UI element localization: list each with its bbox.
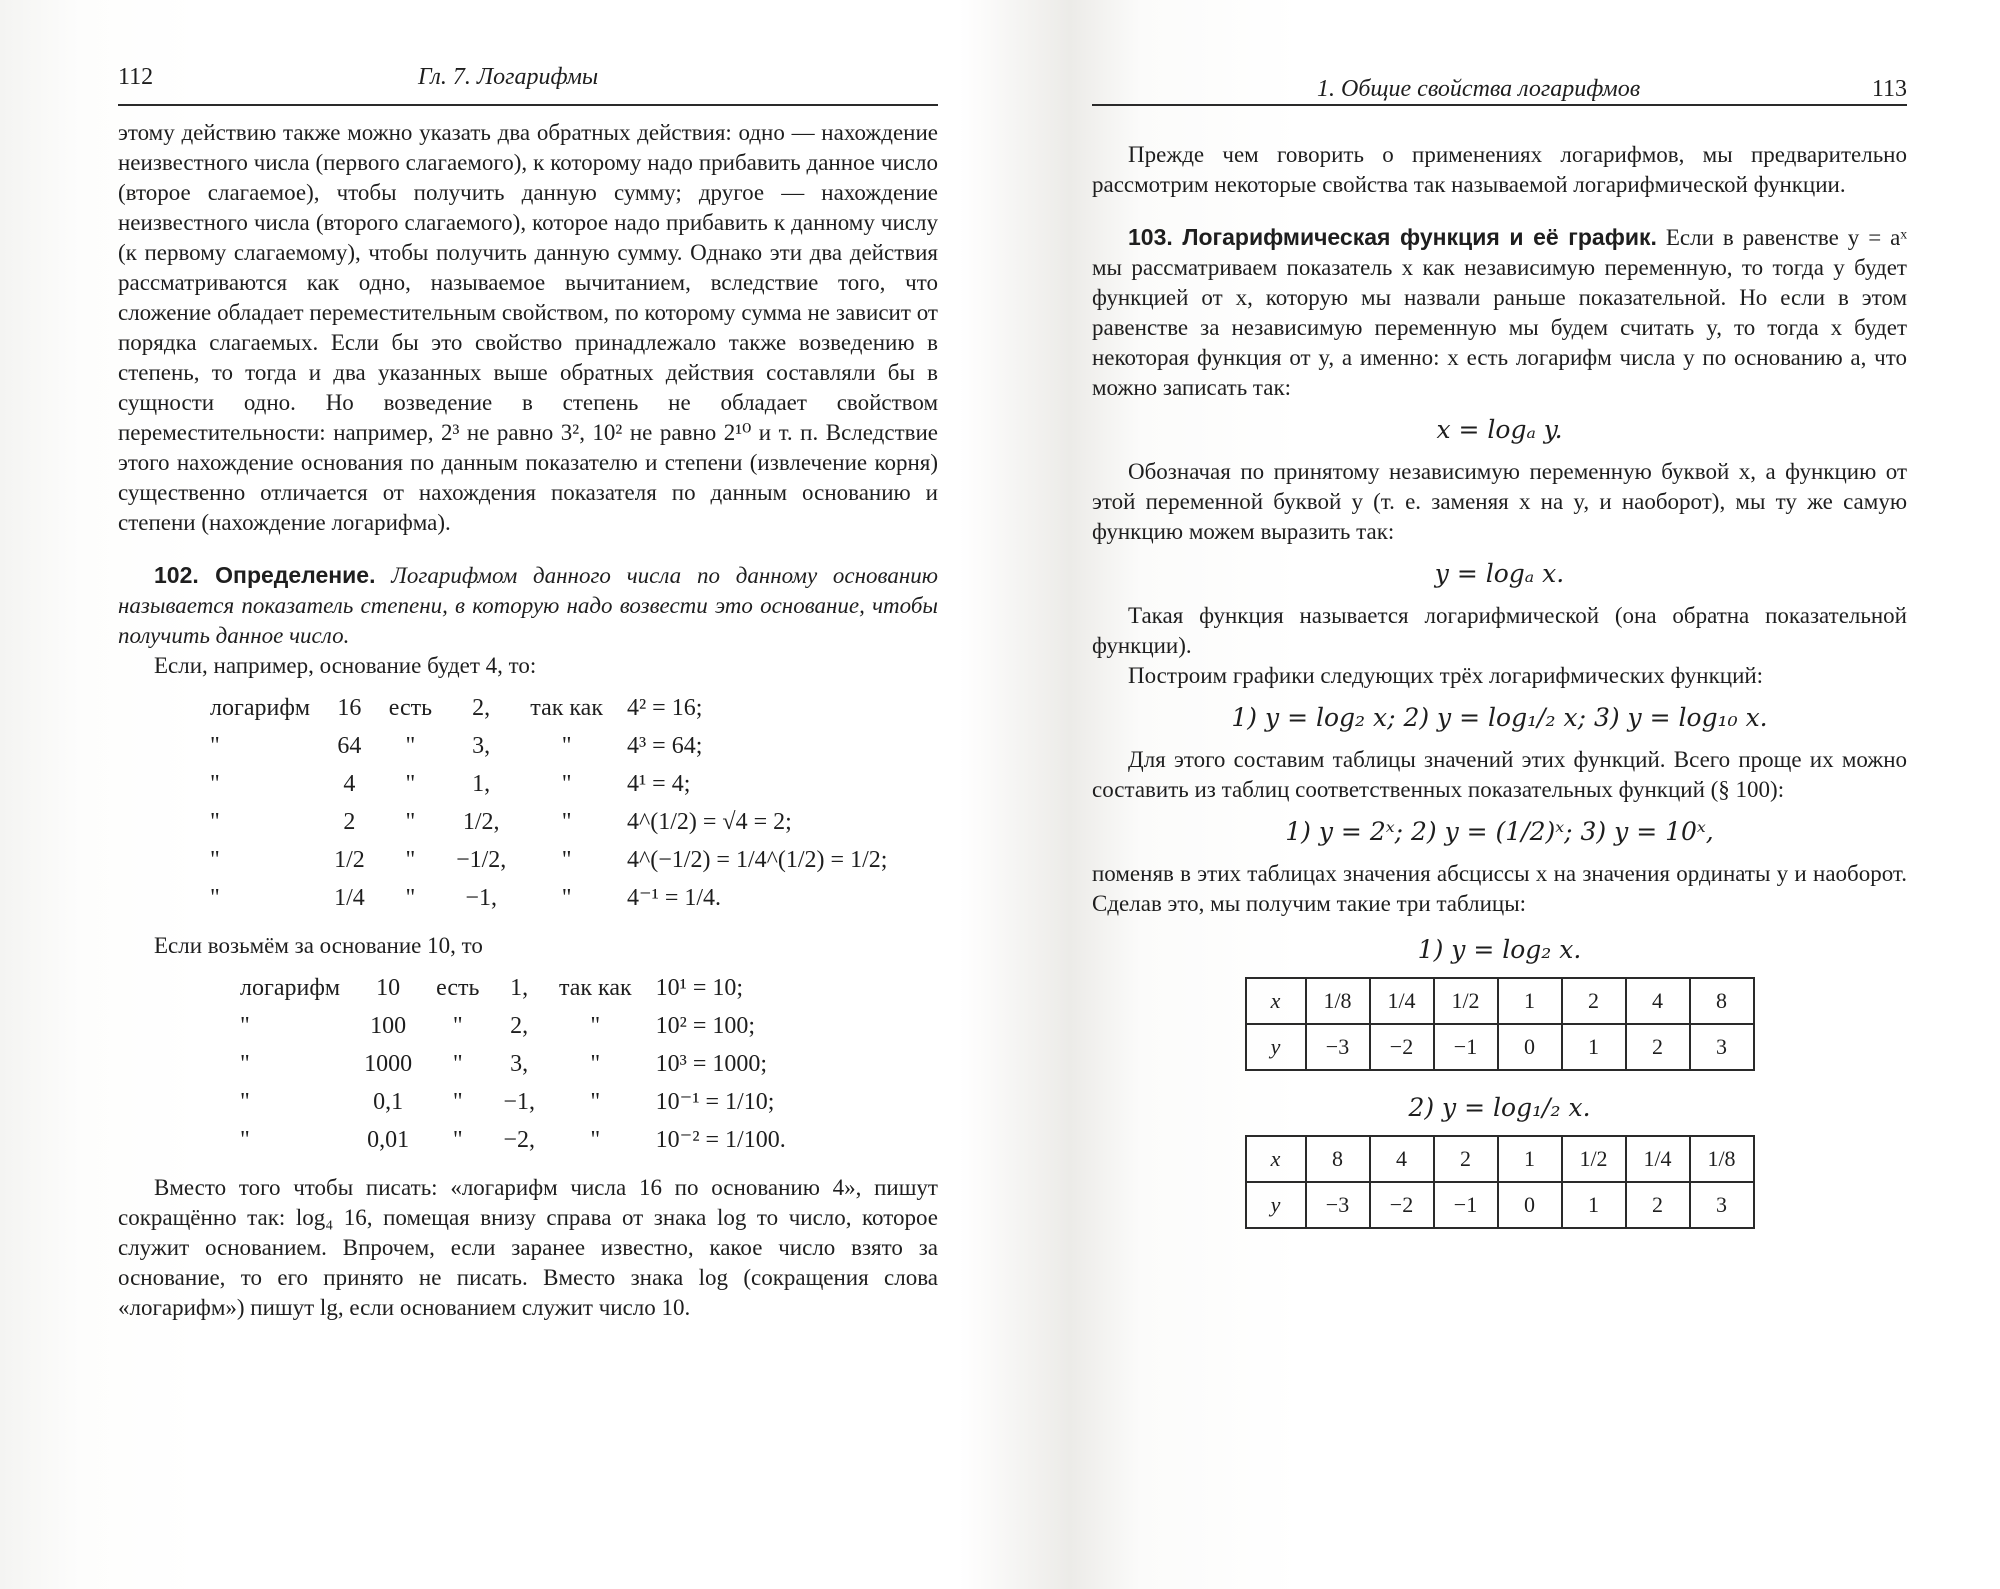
- example-since: так как: [530, 695, 603, 721]
- paragraph: Обозначая по принятому независимую переменную буквой x, а функцию от этой переменной буквой y (т. е. заменяя x на y, и наоборот), мы ту же самую функцию можем выразить так:: [1092, 459, 1907, 544]
- example-log: 2,: [510, 1013, 529, 1039]
- running-head-left: [118, 60, 938, 106]
- paragraph: Построим графики следующих трёх логарифмических функций:: [1128, 663, 1764, 688]
- example-since: ": [590, 1089, 601, 1115]
- table-cell: 1: [1498, 1136, 1562, 1182]
- example-row: [198, 841, 899, 879]
- definition-paragraph: [118, 560, 938, 651]
- table-cell: 1/4: [1626, 1136, 1690, 1182]
- definition-text: Логарифмом данного числа по данному основанию называется показатель степени, в которую надо возвести это основание, чтобы получить данное число.: [118, 563, 939, 648]
- example-since: ": [561, 771, 572, 797]
- table-cell: 1: [1562, 1024, 1626, 1070]
- example-is: есть: [436, 975, 480, 1001]
- table-cell: 1: [1498, 978, 1562, 1024]
- example-num: 4: [343, 771, 356, 797]
- example-since: ": [561, 885, 572, 911]
- right-body: [1092, 140, 1907, 1251]
- table-cell: 4: [1626, 978, 1690, 1024]
- example-is: ": [405, 733, 416, 759]
- example-word: логарифм: [210, 695, 311, 721]
- table-row-label: y: [1246, 1182, 1306, 1228]
- example-eq: 4¹ = 4;: [626, 771, 691, 797]
- example-num: 16: [337, 695, 362, 721]
- example-num: 1000: [364, 1051, 413, 1077]
- table-row: [1246, 1024, 1754, 1070]
- example-is: ": [452, 1127, 463, 1153]
- table-cell: 1/8: [1306, 978, 1370, 1024]
- example-since: ": [561, 809, 572, 835]
- paragraph: Такая функция называется логарифмической (она обратна показательной функции).: [1092, 603, 1907, 658]
- table-cell: 3: [1690, 1024, 1754, 1070]
- left-page: [118, 0, 938, 1589]
- table-row-label: x: [1246, 978, 1306, 1024]
- example-row: [198, 803, 899, 841]
- paragraph: этому действию также можно указать два обратных действия: одно — нахождение неизвестного числа (первого слагаемого), к которому надо прибавить данное число (второе слагаемое), чтобы получить данную сумму; другое — нахождение неизвестного числа (второго слагаемого), которое надо прибавить к данному числу (к первому слагаемому), чтобы получить данную сумму. Однако эти два действия рассматриваются как одно, называемое вычитанием, вследствие того, что сложение обладает переместительным свойством, по которому сумма не зависит от порядка слагаемых. Если бы это свойство принадлежало также возведению в степень, то тогда и два указанных выше обратных действия составляли бы в сущности одно. Но возведение в степень не обладает свойством переместительности: например, 2³ не равно 3², 10² не равно 2¹⁰ и т. п. Вследствие этого нахождение основания по данным показателю и степени (извлечение корня) существенно отличается от нахождения показателя по данным основанию и степени (нахождение логарифма).: [118, 120, 938, 535]
- example-log: −2,: [503, 1127, 535, 1153]
- example-log: 2,: [472, 695, 491, 721]
- example-num: 2: [343, 809, 356, 835]
- example-row: [198, 689, 899, 727]
- table-cell: −2: [1370, 1024, 1434, 1070]
- table-row: [1246, 1182, 1754, 1228]
- example-is: ": [452, 1051, 463, 1077]
- table-cell: 3: [1690, 1182, 1754, 1228]
- example-since: так как: [558, 975, 632, 1001]
- page-number: 113: [1871, 76, 1907, 102]
- example-eq: 4^(1/2) = √4 = 2;: [626, 809, 792, 835]
- example-eq: 4³ = 64;: [626, 733, 703, 759]
- table-row: [1246, 1136, 1754, 1182]
- table-row-label: x: [1246, 1136, 1306, 1182]
- left-body: [118, 118, 938, 1323]
- table-cell: 8: [1306, 1136, 1370, 1182]
- example-word: ": [210, 847, 220, 873]
- table-cell: 0: [1498, 1182, 1562, 1228]
- running-head-right: [1092, 60, 1907, 106]
- example-intro: Если возьмём за основание 10, то: [154, 933, 483, 958]
- paragraph: поменяв в этих таблицах значения абсциссы x на значения ординаты y и наоборот. Сделав это, мы получим такие три таблицы:: [1092, 861, 1907, 916]
- example-word: ": [210, 885, 220, 911]
- formula: x = logₐ y.: [1436, 415, 1563, 444]
- paragraph: Для этого составим таблицы значений этих функций. Всего проще их можно составить из таблиц соответственных показательных функций (§ 100):: [1092, 747, 1907, 802]
- example-log: 1/2,: [462, 809, 500, 835]
- table-cell: 2: [1562, 978, 1626, 1024]
- example-word: логарифм: [240, 975, 341, 1001]
- example-num: 64: [337, 733, 362, 759]
- example-log: −1/2,: [456, 847, 507, 873]
- example-eq: 10⁻² = 1/100.: [655, 1127, 786, 1153]
- example-log: 1,: [472, 771, 491, 797]
- example-word: ": [210, 771, 220, 797]
- chapter-title: Гл. 7. Логарифмы: [418, 64, 599, 90]
- example-eq: 10³ = 1000;: [655, 1051, 768, 1077]
- chapter-title: 1. Общие свойства логарифмов: [1317, 76, 1641, 102]
- example-num: 0,01: [367, 1127, 410, 1153]
- paragraph: Прежде чем говорить о применениях логарифмов, мы предварительно рассмотрим некоторые свойства так называемой логарифмической функции.: [1092, 142, 1907, 197]
- example-num: 0,1: [373, 1089, 404, 1115]
- example-eq: 10¹ = 10;: [655, 975, 744, 1001]
- formula: 1) y = log₂ x; 2) y = log₁/₂ x; 3) y = log₁₀ x.: [1231, 703, 1768, 732]
- base4-examples: [198, 689, 899, 917]
- example-eq: 4² = 16;: [626, 695, 703, 721]
- example-since: ": [590, 1051, 601, 1077]
- table-cell: −3: [1306, 1024, 1370, 1070]
- section-title: 103. Логарифмическая функция и её график.: [1128, 224, 1657, 250]
- page-number: 112: [118, 64, 154, 90]
- example-word: ": [240, 1051, 250, 1077]
- example-word: ": [240, 1127, 250, 1153]
- example-log: 1,: [510, 975, 529, 1001]
- example-is: ": [452, 1089, 463, 1115]
- example-log: 3,: [510, 1051, 529, 1077]
- example-row: [228, 969, 798, 1007]
- example-row: [228, 1045, 798, 1083]
- log2-value-table: [1245, 977, 1755, 1071]
- example-num: 1/2: [334, 847, 365, 873]
- table-cell: 1/2: [1562, 1136, 1626, 1182]
- base10-examples: [228, 969, 798, 1159]
- table-cell: 1: [1562, 1182, 1626, 1228]
- table-caption: 1) y = log₂ x.: [1417, 935, 1582, 964]
- example-num: 100: [370, 1013, 407, 1039]
- table-cell: −2: [1370, 1182, 1434, 1228]
- example-row: [228, 1083, 798, 1121]
- table-caption: 2) y = log₁/₂ x.: [1408, 1093, 1591, 1122]
- table-cell: 1/4: [1370, 978, 1434, 1024]
- table-cell: −1: [1434, 1024, 1498, 1070]
- example-word: ": [240, 1013, 250, 1039]
- example-log: 3,: [472, 733, 491, 759]
- example-row: [228, 1121, 798, 1159]
- table-cell: 4: [1370, 1136, 1434, 1182]
- section-text: Если в равенстве y = aˣ мы рассматриваем показатель x как независимую переменную, то тогда y будет функцией от x, которую мы назвали раньше показательной. Но если в этом равенстве за независимую переменную мы будем считать y, то тогда x будет некоторая функция от y, а именно: x есть логарифм числа y по основанию a, что можно записать так:: [1092, 225, 1907, 400]
- example-is: ": [405, 809, 416, 835]
- example-is: ": [405, 847, 416, 873]
- table-cell: 2: [1626, 1024, 1690, 1070]
- table-cell: 1/2: [1434, 978, 1498, 1024]
- table-row: [1246, 978, 1754, 1024]
- example-log: −1,: [503, 1089, 535, 1115]
- example-word: ": [210, 733, 220, 759]
- example-eq: 4⁻¹ = 1/4.: [626, 885, 722, 911]
- example-since: ": [590, 1127, 601, 1153]
- example-log: −1,: [465, 885, 497, 911]
- example-word: ": [210, 809, 220, 835]
- example-is: ": [405, 885, 416, 911]
- log-half-value-table: [1245, 1135, 1755, 1229]
- example-eq: 4^(−1/2) = 1/4^(1/2) = 1/2;: [626, 847, 888, 873]
- paragraph: Вместо того чтобы писать: «логарифм числа 16 по основанию 4», пишут сокращённо так: log₄ 16, помещая внизу справа от знака log то число, которое служит основанием. Впрочем, если заранее известно, какое число взято за основание, то его принято не писать. Вместо знака log (сокращения слова «логарифм») пишут lg, если основанием служит число 10.: [118, 1175, 938, 1320]
- example-since: ": [590, 1013, 601, 1039]
- example-row: [228, 1007, 798, 1045]
- example-since: ": [561, 733, 572, 759]
- table-cell: 2: [1434, 1136, 1498, 1182]
- table-cell: −1: [1434, 1182, 1498, 1228]
- right-page: [1092, 0, 1907, 1589]
- example-num: 1/4: [334, 885, 365, 911]
- example-eq: 10² = 100;: [655, 1013, 756, 1039]
- section-title: 102. Определение.: [154, 562, 376, 588]
- section-paragraph: [1092, 222, 1907, 403]
- example-is: есть: [388, 695, 433, 721]
- example-is: ": [452, 1013, 463, 1039]
- example-row: [198, 765, 899, 803]
- formula: 1) y = 2ˣ; 2) y = (1/2)ˣ; 3) y = 10ˣ,: [1285, 817, 1714, 846]
- example-since: ": [561, 847, 572, 873]
- example-eq: 10⁻¹ = 1/10;: [655, 1089, 775, 1115]
- table-row-label: y: [1246, 1024, 1306, 1070]
- table-cell: 2: [1626, 1182, 1690, 1228]
- example-intro: Если, например, основание будет 4, то:: [154, 653, 537, 678]
- formula: y = logₐ x.: [1434, 559, 1565, 588]
- example-word: ": [240, 1089, 250, 1115]
- table-cell: 0: [1498, 1024, 1562, 1070]
- example-row: [198, 727, 899, 765]
- table-cell: 1/8: [1690, 1136, 1754, 1182]
- example-num: 10: [376, 975, 401, 1001]
- example-row: [198, 879, 899, 917]
- table-cell: −3: [1306, 1182, 1370, 1228]
- table-cell: 8: [1690, 978, 1754, 1024]
- example-is: ": [405, 771, 416, 797]
